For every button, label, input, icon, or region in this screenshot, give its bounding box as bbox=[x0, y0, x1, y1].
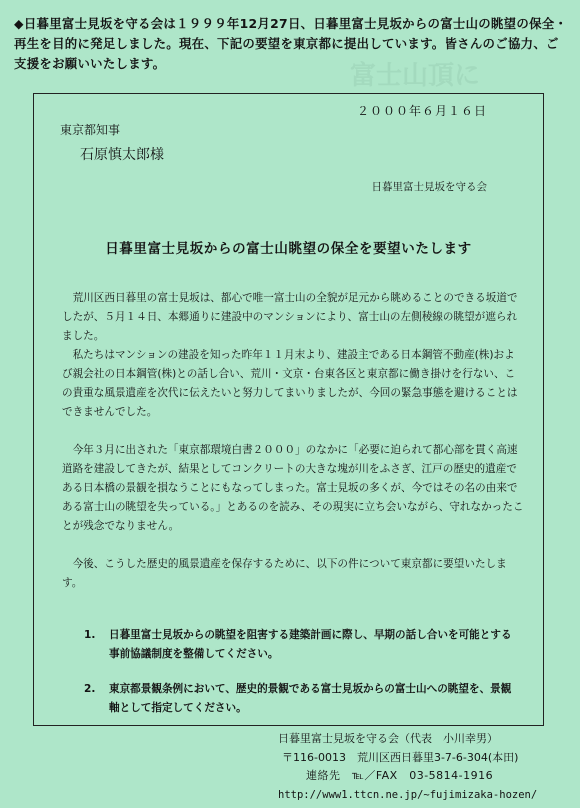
background-bleed-text: 富士山頂に bbox=[350, 61, 481, 91]
footer-phone: 連絡先 ℡／FAX 03-5814-1916 bbox=[306, 769, 494, 782]
request-text: 日暮里富士見坂からの眺望を阻害する建築計画に際し、早期の話し合いを可能とする事前協議制度を整備してください。 bbox=[109, 629, 512, 660]
request-item bbox=[84, 680, 514, 718]
intro-text: ◆日暮里富士見坂を守る会は１９９９年12月27日、日暮里富士見坂からの富士山の眺望の保全・再生を目的に発足しました。現在、下記の要望を東京都に提出しています。皆さんのご協力、ご支援をお願いいたします。 bbox=[14, 16, 568, 71]
paragraph: 今年３月に出された「東京都環境白書２０００」のなかに「必要に迫られて都心部を貫く高速道路を建設してきたが、結果としてコンクリートの大きな塊が川をふさぎ、江戸の歴史的遺産である日本橋の景観を損なうことにもなってしまった。富士見坂の多くが、今ではその名の由来である富士山の眺望を失っている。」とあるのを読み、その現実に立ち会いながら、守れなかったことが残念でなりません。 bbox=[62, 444, 524, 532]
request-number: 1. bbox=[84, 629, 96, 641]
recipient-name: 石原慎太郎様 bbox=[80, 147, 164, 163]
paragraph: 今後、こうした歴史的風景遺産を保存するために、以下の件について東京都に要望いたします。 bbox=[62, 558, 507, 589]
footer-url[interactable]: http://www1.ttcn.ne.jp/~fujimizaka-hozen/ bbox=[278, 788, 538, 801]
sender-name: 日暮里富士見坂を守る会 bbox=[371, 181, 487, 193]
footer-contact bbox=[278, 730, 573, 804]
request-text: 東京都景観条例において、歴史的景観である富士見坂からの富士山への眺望を、景観軸として指定してください。 bbox=[109, 683, 512, 714]
footer-address: 〒116-0013 荒川区西日暮里3-7-6-304(本田) bbox=[282, 750, 519, 764]
paragraph: 私たちはマンションの建設を知った昨年１１月末より、建設主である日本鋼管不動産(株)および親会社の日本鋼管(株)との話し合い、荒川・文京・台東各区と東京都に働き掛けを行ない、この貴重な風景遺産を次代に伝えたいと努力してまいりましたが、今回の緊急事態を避けることはできませんでした。 bbox=[62, 349, 518, 418]
letter-title: 日暮里富士見坂からの富士山眺望の保全を要望いたします bbox=[105, 241, 472, 257]
recipient-org: 東京都知事 bbox=[60, 123, 121, 137]
letter-body bbox=[62, 289, 525, 612]
request-number: 2. bbox=[84, 683, 96, 695]
request-list bbox=[84, 626, 514, 734]
footer-org: 日暮里富士見坂を守る会（代表 小川幸男） bbox=[278, 732, 498, 745]
paragraph: 荒川区西日暮里の富士見坂は、都心で唯一富士山の全貌が足元から眺めることのできる坂道でしたが、５月１４日、本郷通りに建設中のマンションにより、富士山の左側稜線の眺望が遮られました。 bbox=[62, 292, 518, 342]
request-letter bbox=[33, 93, 544, 726]
request-item bbox=[84, 626, 514, 664]
letter-date: ２０００年６月１６日 bbox=[356, 104, 487, 118]
